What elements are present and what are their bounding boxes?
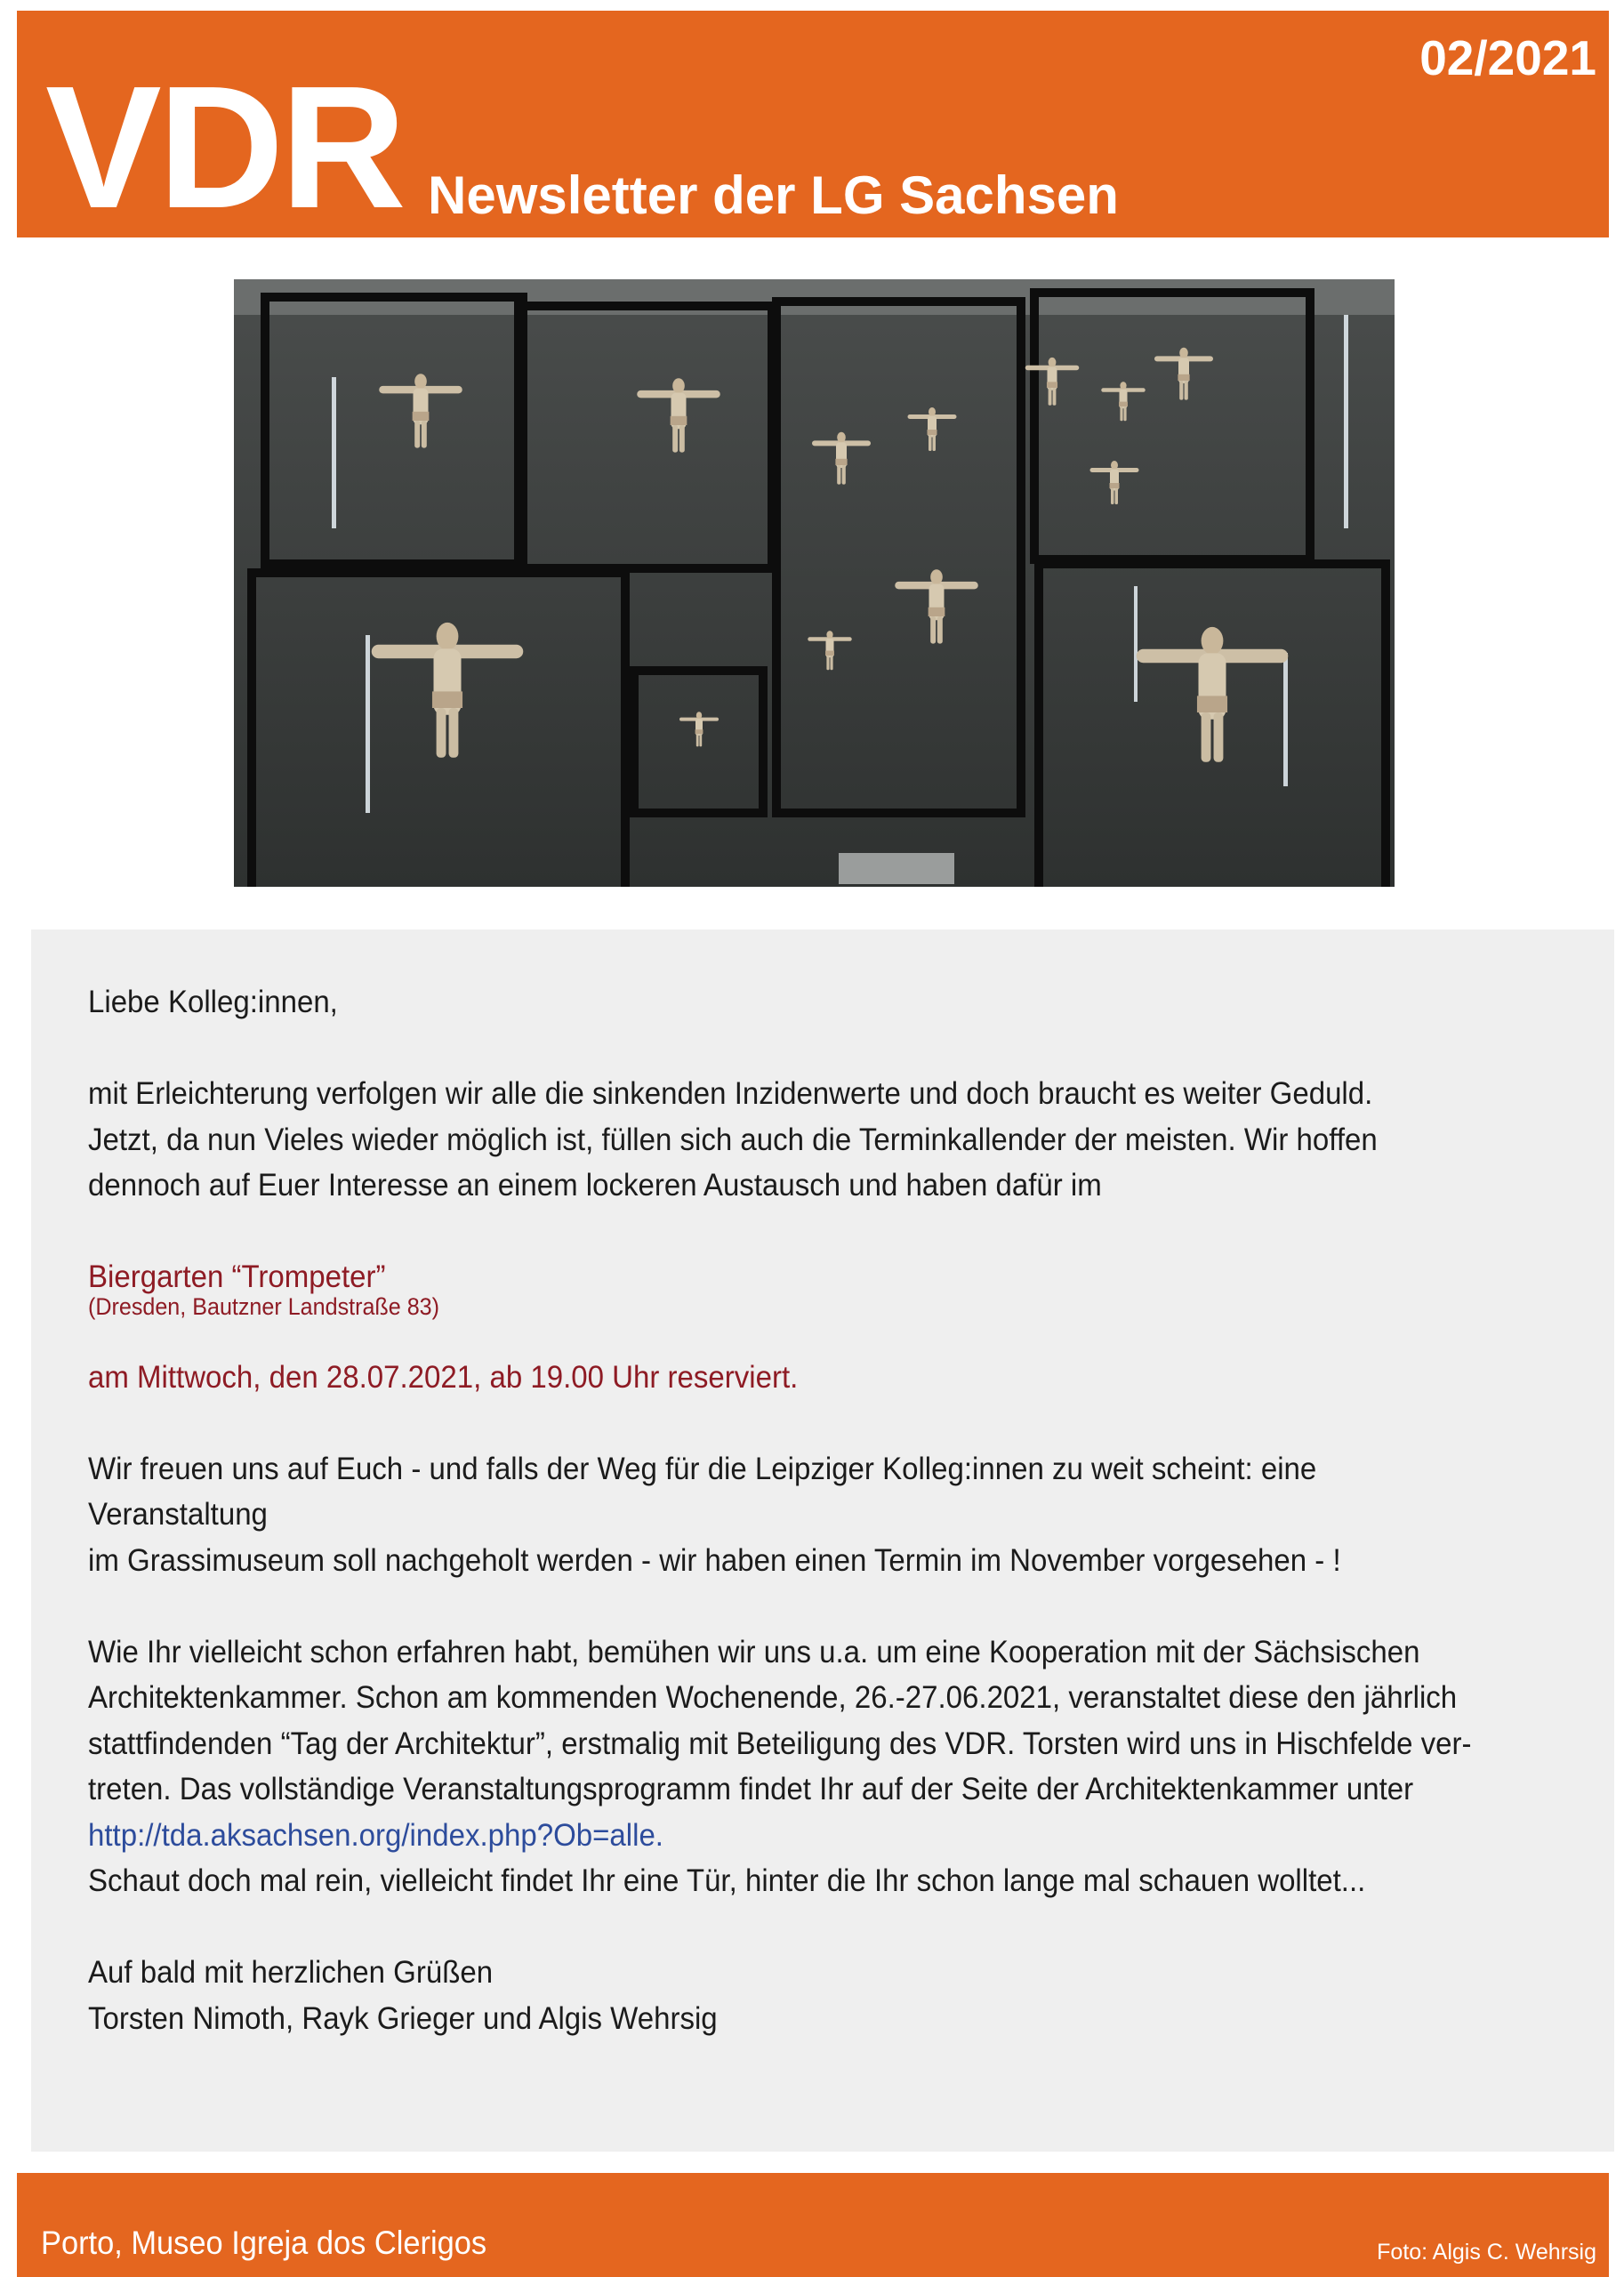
paragraph-line: stattfindenden “Tag der Architektur”, erstmalig mit Beteiligung des VDR. Torsten wird uns in Hischfelde ver-	[88, 1725, 1472, 1761]
closing: Auf bald mit herzlichen Grüßen	[88, 1954, 494, 1990]
venue-name: Biergarten “Trompeter”	[88, 1259, 386, 1294]
newsletter-footer	[17, 2173, 1609, 2277]
museum-photo	[234, 279, 1395, 887]
newsletter-title: Newsletter der LG Sachsen	[428, 165, 1119, 225]
newsletter-header	[17, 11, 1609, 245]
intro-line: mit Erleichterung verfolgen wir alle die sinkenden Inzidenwerte und doch braucht es weiter Geduld.	[88, 1075, 1373, 1111]
paragraph-line: Wie Ihr vielleicht schon erfahren habt, bemühen wir uns u.a. um eine Kooperation mit der Sächsischen	[88, 1633, 1420, 1670]
paragraph-line: treten. Das vollständige Veranstaltungsprogramm findet Ihr auf der Seite der Architektenkammer unter	[88, 1771, 1414, 1806]
paragraph-line: Schaut doch mal rein, vielleicht findet Ihr eine Tür, hinter die Ihr schon lange mal schauen wolltet...	[88, 1863, 1366, 1898]
venue-address: (Dresden, Bautzner Landstraße 83)	[88, 1292, 440, 1320]
event-date: am Mittwoch, den 28.07.2021, ab 19.00 Uhr reserviert.	[88, 1358, 799, 1395]
photo-credit: Foto: Algis C. Wehrsig	[1377, 2240, 1596, 2265]
vdr-logo: VDR	[45, 50, 403, 245]
signatures: Torsten Nimoth, Rayk Grieger und Algis Wehrsig	[88, 1999, 718, 2036]
intro-line: Jetzt, da nun Vieles wieder möglich ist, füllen sich auch die Terminkallender der meisten. Wir hoffen	[88, 1121, 1378, 1157]
letter-body	[88, 979, 1494, 2041]
paragraph-line: Architektenkammer. Schon am kommenden Wochenende, 26.-27.06.2021, veranstaltet diese den jährlich	[88, 1679, 1458, 1715]
intro-line: dennoch auf Euer Interesse an einem lockeren Austausch und haben dafür im	[88, 1167, 1102, 1203]
greeting: Liebe Kolleg:innen,	[88, 984, 338, 1019]
photo-caption: Porto, Museo Igreja dos Clerigos	[41, 2225, 487, 2261]
paragraph-line: Wir freuen uns auf Euch - und falls der Weg für die Leipziger Kolleg:innen zu weit scheint: eine Veranstaltung	[88, 1450, 1317, 1532]
paragraph-line: im Grassimuseum soll nachgeholt werden - wir haben einen Termin im November vorgesehen - !	[88, 1541, 1341, 1578]
architektenkammer-link[interactable]: http://tda.aksachsen.org/index.php?Ob=alle.	[88, 1816, 663, 1853]
issue-number: 02/2021	[1419, 30, 1596, 85]
letter-panel	[31, 929, 1614, 2152]
